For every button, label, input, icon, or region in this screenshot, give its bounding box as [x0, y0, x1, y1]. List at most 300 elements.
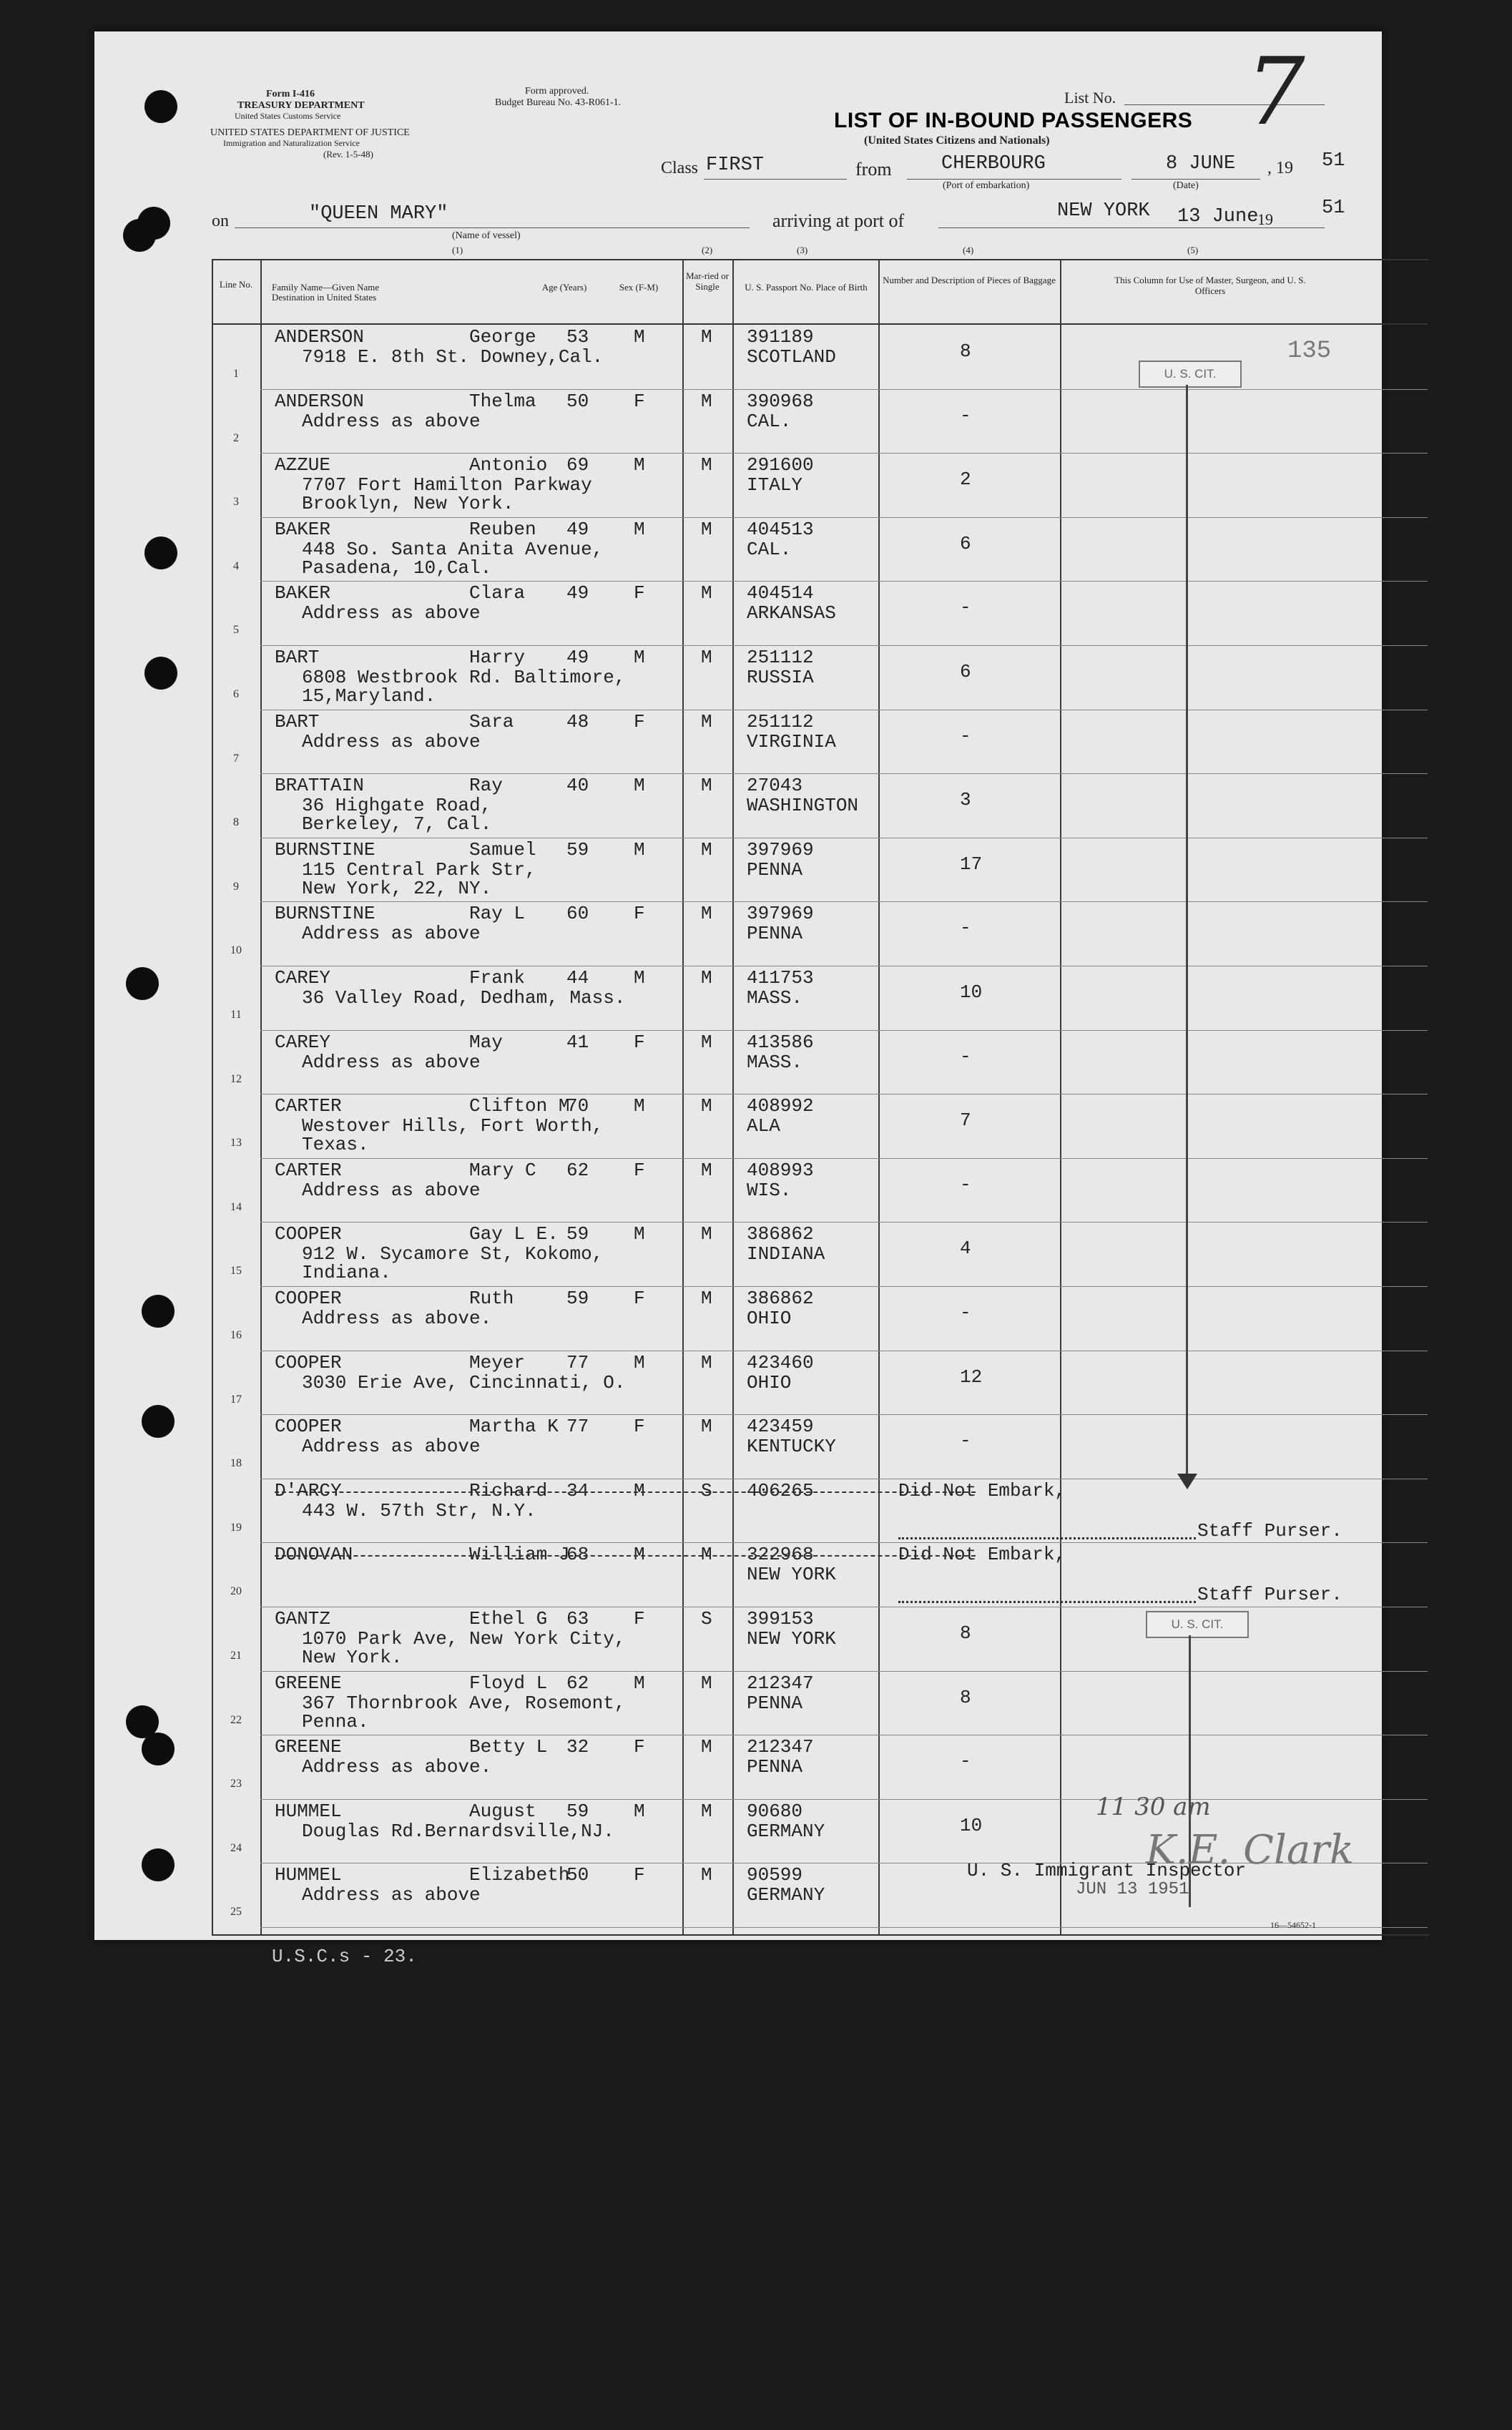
row-separator: [260, 1222, 1428, 1223]
family-name: ANDERSON: [275, 390, 364, 412]
line-number: 23: [230, 1778, 242, 1790]
col-header-family: Family Name—Given Name: [272, 282, 380, 293]
row-separator: [260, 581, 1428, 582]
line-number: 20: [230, 1585, 242, 1598]
inspector-date: JUN 13 1951: [1076, 1880, 1189, 1899]
sex: M: [634, 775, 645, 797]
baggage-count: 8: [960, 1622, 971, 1644]
list-no-label: List No.: [1064, 89, 1116, 107]
sex: F: [634, 1864, 645, 1886]
passport-number: 413586: [747, 1031, 814, 1053]
marital-status: M: [701, 582, 712, 604]
row-separator: [260, 773, 1428, 774]
address-line-2: Berkeley, 7, Cal.: [302, 813, 492, 836]
family-name: BAKER: [275, 518, 331, 540]
sex: F: [634, 1288, 645, 1309]
baggage-count: 6: [960, 661, 971, 682]
address-line: Address as above: [302, 1051, 481, 1073]
family-name: COOPER: [275, 1223, 342, 1245]
sex: F: [634, 1736, 645, 1758]
age: 49: [566, 647, 589, 668]
family-name: HUMMEL: [275, 1800, 342, 1822]
date-caption: (Date): [1173, 180, 1199, 191]
passport-number: 27043: [747, 775, 803, 797]
sex: F: [634, 1416, 645, 1438]
place-of-birth: MASS.: [747, 987, 803, 1009]
baggage-count: 7: [960, 1109, 971, 1132]
sex: M: [634, 326, 645, 348]
given-name: Betty L: [469, 1736, 548, 1758]
address-line: 443 W. 57th Str, N.Y.: [302, 1499, 536, 1522]
age: 49: [566, 518, 589, 540]
age: 48: [566, 710, 589, 733]
sex: F: [634, 1608, 645, 1630]
arriving-label: arriving at port of: [772, 210, 905, 231]
age: 60: [566, 903, 589, 925]
given-name: Mary C: [469, 1159, 536, 1181]
class-label: Class: [661, 159, 699, 177]
marital-status: M: [701, 1351, 712, 1373]
line-number: 15: [230, 1265, 242, 1278]
given-name: Ruth: [469, 1288, 514, 1309]
baggage-count: 10: [960, 1814, 983, 1836]
baggage-count: 6: [960, 532, 971, 554]
age: 34: [566, 1479, 589, 1501]
address-line-2: New York, 22, NY.: [302, 877, 492, 899]
staff-purser: Staff Purser.: [1197, 1519, 1342, 1542]
punch-hole-icon: [142, 1295, 175, 1328]
row-separator: [260, 1799, 1428, 1800]
place-of-birth: PENNA: [747, 923, 803, 945]
col-header-passport: U. S. Passport No. Place of Birth: [745, 282, 868, 293]
marital-status: M: [701, 518, 712, 540]
ins-service: Immigration and Naturalization Service: [223, 138, 360, 148]
strike-through: [275, 1491, 976, 1493]
age: 44: [566, 967, 589, 989]
arrow-head-icon: [1177, 1474, 1197, 1489]
given-name: Frank: [469, 967, 526, 989]
line-number: 9: [233, 880, 239, 893]
marital-status: M: [701, 967, 712, 989]
marital-status: M: [701, 1159, 712, 1181]
year-prefix: , 19: [1267, 159, 1293, 177]
line-number: 18: [230, 1457, 242, 1470]
address-line: 115 Central Park Str,: [302, 858, 536, 881]
address-line: 1070 Park Ave, New York City,: [302, 1628, 626, 1650]
baggage-count: 10: [960, 981, 983, 1003]
passport-number: 291600: [747, 454, 814, 476]
baggage-count: 8: [960, 1686, 971, 1708]
passport-number: 423460: [747, 1351, 814, 1373]
passport-number: 212347: [747, 1736, 814, 1758]
address-line-2: Penna.: [302, 1710, 369, 1733]
form-number: Form I-416: [266, 89, 315, 99]
place-of-birth: OHIO: [747, 1308, 792, 1329]
line-number: 10: [230, 944, 242, 957]
baggage-count: 3: [960, 789, 971, 811]
given-name: George: [469, 326, 536, 348]
given-name: Richard: [469, 1479, 548, 1501]
sex: M: [634, 1479, 645, 1501]
passport-number: 404514: [747, 582, 814, 604]
row-separator: [260, 1414, 1428, 1415]
place-of-birth: PENNA: [747, 858, 803, 881]
vessel-value: "QUEEN MARY": [309, 203, 448, 225]
family-name: BART: [275, 710, 320, 733]
given-name: Sara: [469, 710, 514, 733]
passport-number: 90680: [747, 1800, 803, 1822]
place-of-birth: SCOTLAND: [747, 346, 836, 368]
col-header-officers: This Column for Use of Master, Surgeon, and U. S. Officers: [1114, 275, 1306, 296]
address-line: 912 W. Sycamore St, Kokomo,: [302, 1243, 604, 1265]
age: 59: [566, 1223, 589, 1245]
dotted-leader: [898, 1601, 1196, 1603]
age: 62: [566, 1159, 589, 1181]
family-name: BURNSTINE: [275, 903, 375, 925]
given-name: Meyer: [469, 1351, 526, 1373]
given-name: May: [469, 1031, 503, 1053]
budget-bureau: Budget Bureau No. 43-R061-1.: [495, 97, 622, 108]
passport-number: 423459: [747, 1416, 814, 1438]
strike-through: [275, 1555, 976, 1557]
baggage-count: 12: [960, 1366, 983, 1388]
line-number: 16: [230, 1329, 242, 1341]
line-number: 11: [230, 1009, 242, 1021]
place-of-birth: WIS.: [747, 1179, 792, 1201]
footer-left: U.S.C.s - 23.: [272, 1946, 417, 1967]
given-name: Floyd L: [469, 1672, 548, 1694]
manifest-page: [94, 31, 1382, 1967]
family-name: GREENE: [275, 1672, 342, 1694]
passport-number: 397969: [747, 903, 814, 925]
family-name: D'ARCY: [275, 1479, 342, 1501]
family-name: BRATTAIN: [275, 775, 364, 797]
passport-number: 399153: [747, 1608, 814, 1630]
customs-service: United States Customs Service: [235, 111, 341, 121]
from-label: from: [855, 159, 892, 180]
age: 59: [566, 838, 589, 861]
given-name: Elizabeth: [469, 1864, 570, 1886]
list-subtitle: (United States Citizens and Nationals): [864, 134, 1050, 147]
on-label: on: [212, 212, 229, 230]
embark-caption: (Port of embarkation): [943, 180, 1030, 191]
age: 50: [566, 390, 589, 412]
age: 40: [566, 775, 589, 797]
line-number: 13: [230, 1137, 242, 1150]
inspector-stamp: U. S. Immigrant Inspector: [967, 1860, 1247, 1881]
family-name: DONOVAN: [275, 1544, 353, 1566]
given-name: Ray L: [469, 903, 526, 925]
row-separator: [260, 1030, 1428, 1031]
line-number: 24: [230, 1841, 242, 1854]
address-line: Address as above: [302, 1179, 481, 1201]
treasury-dept: TREASURY DEPARTMENT: [237, 100, 365, 111]
form-approved: Form approved.: [525, 86, 589, 97]
line-number: 1: [233, 368, 239, 380]
age: 50: [566, 1864, 589, 1886]
address-line: Address as above: [302, 410, 481, 432]
given-name: August: [469, 1800, 536, 1822]
baggage-count: -: [960, 1430, 971, 1452]
passport-number: 251112: [747, 710, 814, 733]
place-of-birth: KENTUCKY: [747, 1436, 836, 1458]
list-no-value: 7: [1246, 37, 1305, 146]
address-line: Address as above.: [302, 1756, 492, 1778]
sex: M: [634, 1544, 645, 1566]
sex: F: [634, 390, 645, 412]
given-name: Clifton M: [469, 1095, 570, 1117]
passport-number: 90599: [747, 1864, 803, 1886]
inspector-signature: K.E. Clark: [1146, 1827, 1354, 1873]
address-line-2: Brooklyn, New York.: [302, 493, 514, 515]
given-name: Harry: [469, 647, 526, 668]
sex: F: [634, 903, 645, 925]
sex: M: [634, 1351, 645, 1373]
family-name: BAKER: [275, 582, 331, 604]
row-separator: [260, 901, 1428, 902]
marital-status: M: [701, 1031, 712, 1053]
family-name: BART: [275, 647, 320, 668]
age: 32: [566, 1736, 589, 1758]
vessel-caption: (Name of vessel): [452, 230, 521, 241]
marital-status: M: [701, 326, 712, 348]
marital-status: M: [701, 1288, 712, 1309]
marital-status: M: [701, 1736, 712, 1758]
line-number: 6: [233, 688, 239, 700]
col-num-3: (3): [797, 245, 808, 255]
address-line: 3030 Erie Ave, Cincinnati, O.: [302, 1371, 626, 1393]
baggage-count: -: [960, 1750, 971, 1773]
dotted-leader: [898, 1537, 1196, 1539]
staff-purser: Staff Purser.: [1197, 1584, 1342, 1606]
given-name: Thelma: [469, 390, 536, 412]
baggage-count: -: [960, 597, 971, 619]
given-name: Reuben: [469, 518, 536, 540]
sex: M: [634, 1095, 645, 1117]
sex: M: [634, 647, 645, 668]
footer-right: 16—54652-1: [1270, 1920, 1316, 1930]
place-of-birth: PENNA: [747, 1756, 803, 1778]
place-of-birth: GERMANY: [747, 1820, 825, 1842]
address-line: 7918 E. 8th St. Downey,Cal.: [302, 346, 604, 368]
given-name: Clara: [469, 582, 526, 604]
family-name: AZZUE: [275, 454, 331, 476]
marital-status: M: [701, 454, 712, 476]
us-cit-stamp-2: U. S. CIT.: [1146, 1611, 1249, 1638]
row-separator: [260, 645, 1428, 646]
age: 70: [566, 1095, 589, 1117]
age: 69: [566, 454, 589, 476]
age: 53: [566, 326, 589, 348]
family-name: GANTZ: [275, 1608, 331, 1630]
col-header-destination: Destination in United States: [272, 292, 377, 303]
arrival-year: 51: [1322, 197, 1345, 219]
family-name: GREENE: [275, 1736, 342, 1758]
col-num-2: (2): [702, 245, 713, 255]
address-line: Address as above: [302, 730, 481, 753]
punch-hole-icon: [126, 967, 159, 1000]
baggage-count: -: [960, 1173, 971, 1195]
family-name: CARTER: [275, 1095, 342, 1117]
did-not-embark: Did Not Embark,: [898, 1544, 1066, 1566]
place-of-birth: CAL.: [747, 410, 792, 432]
row-separator: [260, 453, 1428, 454]
age: 77: [566, 1416, 589, 1438]
given-name: William J: [469, 1544, 570, 1566]
line-number: 12: [230, 1072, 242, 1085]
place-of-birth: MASS.: [747, 1051, 803, 1073]
address-line: Address as above: [302, 602, 481, 624]
passport-number: 212347: [747, 1672, 814, 1694]
baggage-count: -: [960, 404, 971, 426]
age: 49: [566, 582, 589, 604]
address-line: Address as above: [302, 1884, 481, 1906]
given-name: Antonio: [469, 454, 548, 476]
arrival-date: 13 June: [1177, 206, 1259, 227]
baggage-count: -: [960, 1302, 971, 1323]
family-name: BURNSTINE: [275, 838, 375, 861]
marital-status: M: [701, 1672, 712, 1694]
place-of-birth: ITALY: [747, 474, 803, 496]
line-number: 3: [233, 496, 239, 509]
revision: (Rev. 1-5-48): [323, 149, 373, 160]
sex: F: [634, 1159, 645, 1181]
place-of-birth: CAL.: [747, 538, 792, 560]
line-number: 7: [233, 752, 239, 765]
arrival-port: NEW YORK: [1057, 200, 1150, 222]
list-title: LIST OF IN-BOUND PASSENGERS: [834, 109, 1193, 132]
address-line: 367 Thornbrook Ave, Rosemont,: [302, 1692, 626, 1714]
place-of-birth: GERMANY: [747, 1884, 825, 1906]
address-line: Address as above.: [302, 1308, 492, 1329]
marital-status: M: [701, 1800, 712, 1822]
sex: M: [634, 1800, 645, 1822]
passport-number: 386862: [747, 1223, 814, 1245]
family-name: CARTER: [275, 1159, 342, 1181]
sex: M: [634, 1223, 645, 1245]
address-line: 36 Highgate Road,: [302, 795, 492, 817]
date-value: 8 JUNE: [1166, 153, 1236, 175]
marital-status: M: [701, 775, 712, 797]
marital-status: M: [701, 1544, 712, 1566]
given-name: Gay L E.: [469, 1223, 559, 1245]
address-line-2: Texas.: [302, 1134, 369, 1156]
passport-number: 391189: [747, 326, 814, 348]
marital-status: M: [701, 903, 712, 925]
col-header-age: Age (Years): [541, 282, 587, 293]
passport-number: 408992: [747, 1095, 814, 1117]
place-of-birth: PENNA: [747, 1692, 803, 1714]
row-separator: [260, 1927, 1428, 1928]
marital-status: M: [701, 710, 712, 733]
line-number: 22: [230, 1713, 242, 1726]
place-of-birth: VIRGINIA: [747, 730, 836, 753]
passport-number: 397969: [747, 838, 814, 861]
address-line: 448 So. Santa Anita Avenue,: [302, 538, 604, 560]
line-number: 5: [233, 624, 239, 637]
address-line: 6808 Westbrook Rd. Baltimore,: [302, 667, 626, 688]
row-separator: [260, 389, 1428, 390]
justice-dept: UNITED STATES DEPARTMENT OF JUSTICE: [210, 127, 410, 138]
row-separator: [260, 1671, 1428, 1672]
us-cit-stamp-1: U. S. CIT.: [1139, 361, 1242, 388]
place-of-birth: ARKANSAS: [747, 602, 836, 624]
place-of-birth: OHIO: [747, 1371, 792, 1393]
address-line: Douglas Rd.Bernardsville,NJ.: [302, 1820, 614, 1842]
age: 68: [566, 1544, 589, 1566]
marital-status: S: [701, 1479, 712, 1501]
passport-number: 404513: [747, 518, 814, 540]
passport-number: 408993: [747, 1159, 814, 1181]
sex: F: [634, 582, 645, 604]
row-separator: [260, 1286, 1428, 1287]
family-name: ANDERSON: [275, 326, 364, 348]
address-line: Address as above: [302, 923, 481, 945]
address-line: 36 Valley Road, Dedham, Mass.: [302, 987, 626, 1009]
passport-number: 406265: [747, 1479, 814, 1501]
sex: M: [634, 1672, 645, 1694]
age: 41: [566, 1031, 589, 1053]
line-number: 17: [230, 1393, 242, 1406]
marital-status: M: [701, 1416, 712, 1438]
punch-hole-icon: [144, 657, 177, 690]
marital-status: M: [701, 1095, 712, 1117]
sex: M: [634, 454, 645, 476]
age: 77: [566, 1351, 589, 1373]
line-number: 19: [230, 1521, 242, 1534]
punch-hole-icon: [142, 1733, 175, 1765]
col-num-5: (5): [1187, 245, 1199, 255]
address-line-2: Indiana.: [302, 1262, 391, 1284]
marital-status: M: [701, 1864, 712, 1886]
place-of-birth: ALA: [747, 1115, 780, 1137]
col-header-line: Line No.: [219, 279, 253, 290]
family-name: COOPER: [275, 1288, 342, 1309]
line-number: 25: [230, 1906, 242, 1919]
given-name: Ray: [469, 775, 503, 797]
marital-status: M: [701, 1223, 712, 1245]
baggage-count: 17: [960, 853, 983, 875]
col-num-4: (4): [963, 245, 974, 255]
address-line: 7707 Fort Hamilton Parkway: [302, 474, 592, 496]
punch-hole-icon: [142, 1405, 175, 1438]
sex: F: [634, 1031, 645, 1053]
year-value: 51: [1322, 150, 1345, 172]
baggage-count: 4: [960, 1238, 971, 1260]
passport-number: 390968: [747, 390, 814, 412]
family-name: CAREY: [275, 967, 331, 989]
sex: M: [634, 518, 645, 540]
sex: F: [634, 710, 645, 733]
marital-status: M: [701, 647, 712, 668]
punch-hole-icon: [123, 219, 156, 252]
family-name: HUMMEL: [275, 1864, 342, 1886]
marital-status: M: [701, 838, 712, 861]
baggage-count: 2: [960, 469, 971, 491]
place-of-birth: NEW YORK: [747, 1628, 836, 1650]
row-separator: [260, 1542, 1428, 1543]
punch-hole-icon: [142, 1848, 175, 1881]
line-number: 4: [233, 559, 239, 572]
address-line-2: Pasadena, 10,Cal.: [302, 557, 492, 579]
address-line: Westover Hills, Fort Worth,: [302, 1115, 604, 1137]
line-number: 2: [233, 431, 239, 444]
place-of-birth: INDIANA: [747, 1243, 825, 1265]
age: 63: [566, 1608, 589, 1630]
punch-hole-icon: [144, 537, 177, 569]
arrival-year-prefix: 19: [1257, 210, 1273, 228]
from-value: CHERBOURG: [941, 153, 1046, 175]
